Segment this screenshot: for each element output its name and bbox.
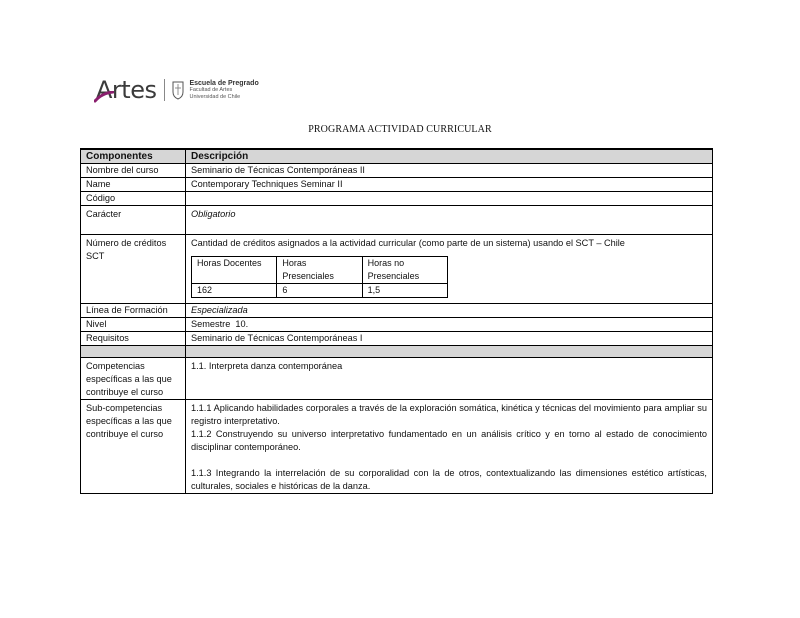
- row-label: Código: [81, 192, 186, 206]
- credits-cell: [186, 235, 713, 304]
- table-row: [81, 206, 713, 235]
- table-row: [81, 235, 713, 304]
- table-row: [81, 318, 713, 332]
- course-name-value: Seminario de Técnicas Contemporáneas II: [186, 164, 713, 178]
- hours-table: [191, 256, 448, 298]
- formation-line-value: Especializada: [186, 304, 713, 318]
- requirements-value: Seminario de Técnicas Contemporáneas I: [186, 332, 713, 346]
- logo-text: [189, 80, 258, 100]
- hours-value: 6: [277, 284, 362, 298]
- logo-divider: [164, 79, 165, 101]
- course-program-table: [80, 148, 713, 494]
- university-name: Universidad de Chile: [189, 93, 241, 100]
- separator-cell: [186, 346, 713, 358]
- hours-value-row: [192, 284, 448, 298]
- table-row: [81, 332, 713, 346]
- table-row: [81, 400, 713, 494]
- swoosh-icon: [94, 91, 114, 103]
- subcompetency-item: 1.1.1 Aplicando habilidades corporales a través de la exploración somática, kinética y técnicas del movimiento para ampliar su registro interpretativo.: [191, 403, 707, 426]
- row-label: Carácter: [81, 206, 186, 235]
- artes-logo: [96, 74, 259, 106]
- hours-value: 1,5: [362, 284, 447, 298]
- row-label: Competencias específicas a las que contribuye el curso: [81, 358, 186, 400]
- course-character-value: Obligatorio: [186, 206, 713, 235]
- university-seal-icon: [171, 80, 185, 100]
- row-label: Línea de Formación: [81, 304, 186, 318]
- row-label: Requisitos: [81, 332, 186, 346]
- competencies-value: 1.1. Interpreta danza contemporánea: [186, 358, 713, 400]
- level-value: Semestre 10.: [186, 318, 713, 332]
- row-label: Sub-competencias específicas a las que contribuye el curso: [81, 400, 186, 494]
- hours-header: Horas no Presenciales: [362, 257, 447, 284]
- table-row: [81, 304, 713, 318]
- row-label: Nivel: [81, 318, 186, 332]
- faculty-name: Facultad de Artes: [189, 87, 233, 93]
- hours-header: Horas Presenciales: [277, 257, 362, 284]
- hours-value: 162: [192, 284, 277, 298]
- table-row: [81, 178, 713, 192]
- separator-row: [81, 346, 713, 358]
- table-row: [81, 164, 713, 178]
- table-header-row: [81, 149, 713, 164]
- header-descripcion: Descripción: [186, 149, 713, 164]
- row-label: Nombre del curso: [81, 164, 186, 178]
- table-row: [81, 358, 713, 400]
- school-name: Escuela de Pregrado: [189, 80, 259, 87]
- row-label: Name: [81, 178, 186, 192]
- header-componentes: Componentes: [81, 149, 186, 164]
- artes-wordmark: Artes: [96, 76, 157, 104]
- course-code-value: [186, 192, 713, 206]
- hours-header-row: [192, 257, 448, 284]
- row-label: Número de créditos SCT: [81, 235, 186, 304]
- table-row: [81, 192, 713, 206]
- credits-description: Cantidad de créditos asignados a la actividad curricular (como parte de un sistema) usando el SCT – Chile: [191, 238, 625, 248]
- separator-cell: [81, 346, 186, 358]
- course-name-english-value: Contemporary Techniques Seminar II: [186, 178, 713, 192]
- subcompetency-item: 1.1.3 Integrando la interrelación de su corporalidad con la de otros, contextualizando las dimensiones estético artísticas, culturales, sociales e históricas de la danza.: [191, 468, 707, 491]
- subcompetency-item: 1.1.2 Construyendo su universo interpretativo fundamentado en un análisis crítico y en torno al estado de conocimiento disciplinar contemporáneo.: [191, 429, 707, 452]
- hours-header: Horas Docentes: [192, 257, 277, 284]
- subcompetencies-cell: [186, 400, 713, 494]
- document-title: PROGRAMA ACTIVIDAD CURRICULAR: [308, 124, 492, 135]
